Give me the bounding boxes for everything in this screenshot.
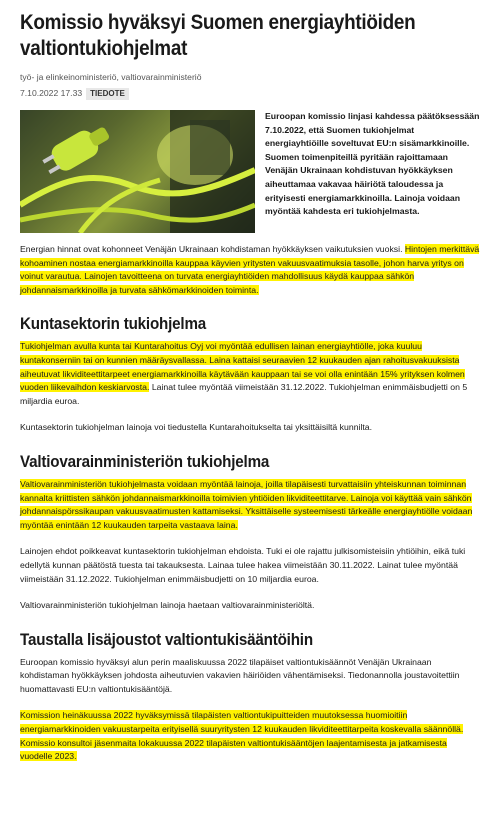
- article-page: [0, 10, 500, 835]
- kunta-paragraph-1: [20, 340, 480, 408]
- heading-valtiovarainministerio: Valtiovarainministeriön tukiohjelma: [20, 452, 270, 471]
- kunta-highlight: Tukiohjelman avulla kunta tai Kuntarahoitus Oyj voi myöntää edullisen lainan energiayhtiölle, joka kuuluu kuntakonserniin tai on kunnien määräysvallassa. Laina kattaisi seuraavien 12 kuukauden ajan rahoitusvakuuksista aiheutuvat likviditeettitarpeet energiamarkkinoilla käytävään kauppaan tai se voi olla enintään 15% yrityksen kolmen vuoden liikevaihdon keskiarvosta.: [20, 341, 465, 393]
- electric-plug-image: [20, 110, 255, 233]
- vm-paragraph-3: Valtiovarainministeriön tukiohjelman lainoja haetaan valtiovarainministeriöltä.: [20, 600, 315, 611]
- vm-paragraph-1: [20, 478, 480, 532]
- intro-highlight: Hintojen merkittävä kohoaminen nostaa energiamarkkinoilla kauppaa käyvien yritysten vakuusvaatimuksia tasolle, johon harva yritys on voinut varautua. Lainojen tavoitteena on turvata energiayhtiöiden mahdollisuus käydä kauppaa sähkön johdannaismarkkinoilla ja turvata sähkömarkkinoiden toiminta.: [20, 244, 480, 295]
- heading-kuntasektori: Kuntasektorin tukiohjelma: [20, 315, 207, 334]
- publish-date: 7.10.2022 17.33: [20, 88, 83, 98]
- kunta-text: Lainat tulee myöntää viimeistään 31.12.2022. Tukiohjelman enimmäisbudjetti on 5 miljardia euroa.: [20, 382, 468, 406]
- vm-paragraph-2: Lainojen ehdot poikkeavat kuntasektorin tukiohjelman ehdoista. Tuki ei ole rajattu julkisomisteisiin yhtiöihin, eikä tuki edellytä kunnan päätöstä tuesta tai takauksesta. Lainaa tulee hakea viimeistään 30.11.2022. Lainat tulee myöntää viimeistään 31.12.2022. Tukiohjelman enimmäisbudjetti on 10 miljardia euroa.: [20, 546, 466, 584]
- article-meta: [20, 70, 480, 100]
- article-photo: [20, 110, 255, 233]
- intro-text: Energian hinnat ovat kohonneet Venäjän Ukrainaan kohdistaman hyökkäyksen vaikutuksien vuoksi.: [20, 244, 405, 254]
- release-type-badge: TIEDOTE: [86, 88, 129, 100]
- date-row: [20, 86, 480, 100]
- publishers[interactable]: työ- ja elinkeinoministeriö, valtiovarainministeriö: [20, 72, 202, 82]
- vm-highlight: Valtiovarainministeriön tukiohjelmasta voidaan myöntää lainoja, joilla tilapäisesti turvattaisiin yhteiskunnan toiminnan kannalta kriittisten sähkön johdannaismarkkinoilla toimivien yhtiöiden likviditeettitarve. Lainoja voi käyttää vain sähkön johdannaispörssikaupan vakuusvaatimusten kattamiseksi. Yksittäiselle systeemisesti tärkeälle energiayhtiölle voidaan myöntää enintään 12 kuukauden tarpeita vastaava laina.: [20, 478, 473, 530]
- taustalla-paragraph-2: [20, 709, 480, 763]
- lead-section: [20, 110, 480, 233]
- article-title: Komissio hyväksyi Suomen energiayhtiöiden valtiontukiohjelmat: [20, 11, 416, 60]
- heading-taustalla: Taustalla lisäjoustot valtiontukisääntöihin: [20, 630, 313, 649]
- taustalla-highlight: Komission heinäkuussa 2022 hyväksymissä tilapäisten valtiontukipuitteiden muutoksessa huomioitiin energiamarkkinoiden vakuustarpeita erityisellä suuryritysten 12 kuukauden likviditeettitarpeita koskevalla säännöllä. Komissio konsultoi jäsenmaita lokakuussa 2022 tilapäisten valtiontukisääntöjen laajentamisesta ja jatkamisesta vuodelle 2023.: [20, 710, 464, 762]
- article-lead: Euroopan komissio linjasi kahdessa päätöksessään 7.10.2022, että Suomen tukiohjelmat energiayhtiöille soveltuvat EU:n sisämarkkinoille. Suomen toimenpiteillä pyritään rajoittamaan Venäjän Ukrainaan kohdistuvan hyökkäyksen aiheuttamaa vakavaa häiriötä taloudessa ja erityisesti energiamarkkinoilla. Lainoja voidaan myöntää kahdesta eri tukiohjelmasta.: [265, 111, 480, 217]
- taustalla-paragraph-1: Euroopan komissio hyväksyi alun perin maaliskuussa 2022 tilapäiset valtiontukisäännöt Venäjän Ukrainaan kohdistaman hyökkäyksen johdosta aiheutuvien vakavien häiriöiden vähentämiseksi. Tiedonannolla joustavoitettiin huomattavasti EU:n valtiontukisääntöjä.: [20, 656, 460, 694]
- intro-paragraph: [20, 243, 480, 297]
- kunta-paragraph-2: Kuntasektorin tukiohjelman lainoja voi tiedustella Kuntarahoitukselta tai yksittäisiltä kunnilta.: [20, 422, 373, 433]
